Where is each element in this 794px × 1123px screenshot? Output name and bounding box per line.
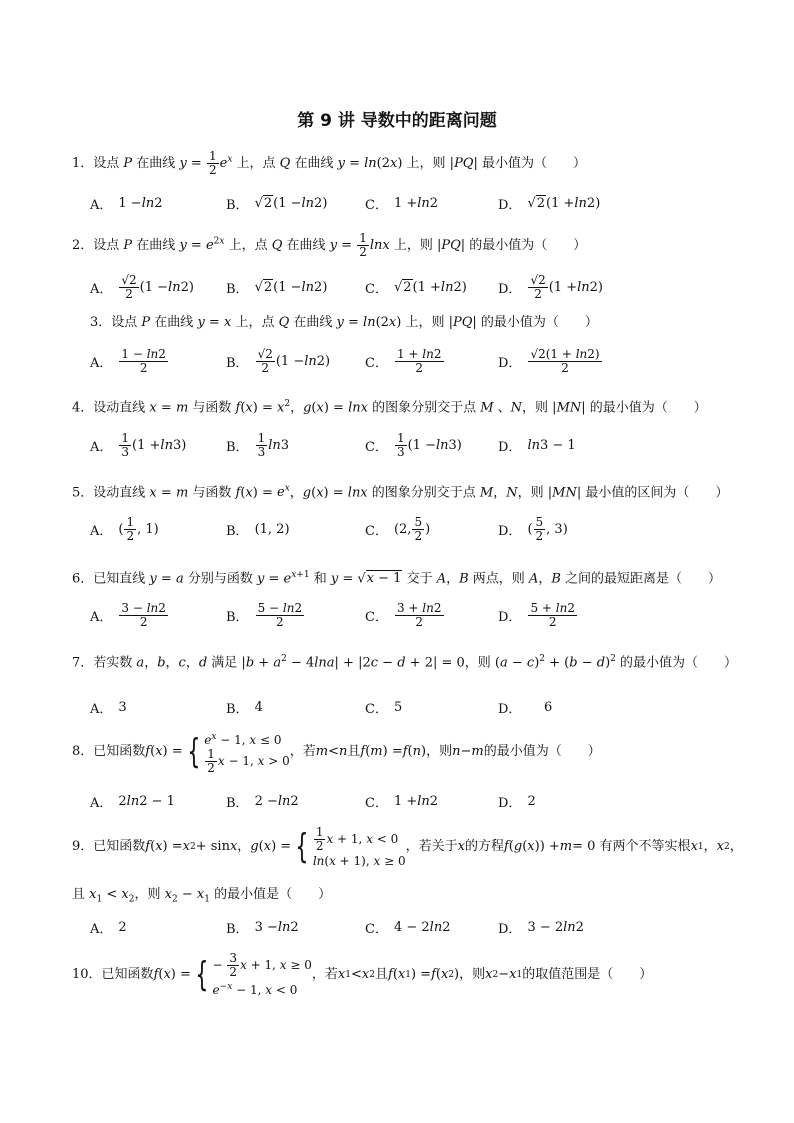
question-9-options [90, 910, 730, 944]
question-5: 5．设动直线 x = m 与函数 $f(x) = e^x$，g(x) = lnx 的图象分别交于点 M，N，则 |MN| 最小值的区间为（ ） [72, 484, 729, 501]
option-c[interactable]: C． $\frac{3 + \ln 2}{2}$ [365, 600, 442, 629]
option-c[interactable]: C． $\frac{1 + \ln 2}{2}$ [365, 346, 442, 375]
option-b[interactable]: B． √ 2 (1 − ln 2) [226, 279, 328, 297]
question-10: 10． 已知函数 f ( x ) = { − $\frac{3}{2}$ x + 1, x ≥ 0 $e^{-x} - 1$, x < 0 ，若 x 1 < x 2 且 f ( x 1 ) = f ( x 2 )，则 x 2 − x 1 的取值范围是（ ） [72, 951, 653, 997]
question-4-options [90, 428, 730, 462]
question-3-options [90, 344, 730, 378]
option-d[interactable]: D． $\frac{√2}{2}$ (1 + ln 2) [498, 272, 603, 301]
option-d[interactable]: D． 3 − 2 ln 2 [498, 919, 584, 937]
option-b[interactable]: B． $\frac{√2}{2}$ (1 − ln 2) [226, 346, 331, 375]
option-b[interactable]: B． √ 2 (1 − ln 2) [226, 195, 328, 213]
question-3: 3．设点 P 在曲线 y = x 上，点 Q 在曲线 y = ln(2x) 上，则 |PQ| 的最小值为（ ） [90, 315, 598, 330]
option-d[interactable]: D． 2 [498, 793, 536, 811]
option-b[interactable]: B． $\frac{5 - \ln 2}{2}$ [226, 600, 303, 629]
option-c[interactable]: C． 1 + ln 2 [365, 195, 439, 213]
option-c[interactable]: C． $\frac{1}{3}$ (1 − ln 3) [365, 430, 462, 459]
option-a[interactable]: A． 2 ln 2 − 1 [90, 793, 175, 811]
question-9: 9． 已知函数 f ( x ) = x 2 + sin x ， g ( x ) = { $\frac{1}{2}$ x + 1, x < 0 ln(x + 1), x ≥ 0 ，若关于 x 的方程 f ( g ( x )) + m = 0 有两个不等实根 x 1 ， x 2 ， [72, 824, 743, 868]
option-a[interactable]: A． 3 [90, 699, 127, 717]
option-c[interactable]: C． 1 + ln 2 [365, 793, 439, 811]
question-4: 4．设动直线 x = m 与函数 $f(x) = x^2$，g(x) = lnx 的图象分别交于点 M 、N，则 |MN| 的最小值为（ ） [72, 399, 707, 416]
piecewise-brace: { − $\frac{3}{2}$ x + 1, x ≥ 0 $e^{-x} - 1$, x < 0 [195, 951, 312, 997]
question-1-options [90, 186, 730, 220]
question-7-options [90, 690, 730, 724]
option-c[interactable]: C． 4 − 2 ln 2 [365, 919, 451, 937]
option-d[interactable]: D． √ 2 (1 + ln 2) [498, 195, 601, 213]
question-6-options [90, 598, 730, 632]
option-a[interactable]: A． 2 [90, 919, 127, 937]
option-d[interactable]: D． $\frac{5 + \ln 2}{2}$ [498, 600, 575, 629]
option-c[interactable]: C． √ 2 (1 + ln 2) [365, 279, 467, 297]
option-b[interactable]: B． $\frac{1}{3}$ ln 3 [226, 430, 290, 459]
question-8-options [90, 784, 730, 818]
question-7: 7．若实数 a，b，c，d 满足 $|b + a^2 - 4\ln a| + |2c - d + 2| = 0$，则 $(a - c)^2 + (b - d)^2$ 的最小值为（ ） [72, 654, 738, 671]
question-2: 2．设点 P 在曲线 $y = e^{2x}$ 上，点 Q 在曲线 y = $\frac{1}{2}$ lnx 上，则 |PQ| 的最小值为（ ） [72, 231, 587, 259]
option-d[interactable]: D． $\frac{√2(1 + \ln 2)}{2}$ [498, 346, 600, 375]
option-a[interactable]: A． $\frac{3 - \ln 2}{2}$ [90, 600, 166, 629]
option-d[interactable]: D． ( $\frac{5}{2}$ , 3) [498, 514, 568, 543]
page-title: 第 9 讲 导数中的距离问题 [297, 111, 497, 131]
option-a[interactable]: A． $\frac{1}{3}$ (1 + ln 3) [90, 430, 187, 459]
option-a[interactable]: A． 1 − ln 2 [90, 195, 163, 213]
question-2-options [90, 270, 730, 304]
option-c[interactable]: C． 5 [365, 699, 403, 717]
option-b[interactable]: B． 3 − ln 2 [226, 919, 299, 937]
option-c[interactable]: C． (2, $\frac{5}{2}$ ) [365, 514, 431, 543]
option-d[interactable]: D． ln 3 − 1 [498, 437, 576, 455]
question-5-options [90, 512, 730, 546]
option-d[interactable]: D． 6 [498, 699, 553, 717]
option-a[interactable]: A． $\frac{1 - \ln 2}{2}$ [90, 346, 166, 375]
option-b[interactable]: B． (1, 2) [226, 521, 290, 539]
piecewise-brace: { $e^x - 1$, x ≤ 0 $\frac{1}{2}$ x − 1, x > 0 [186, 732, 290, 775]
question-6: 6．已知直线 y = a 分别与函数 $y = e^{x+1}$ 和 y = √x − 1 交于 A，B 两点，则 A，B 之间的最短距离是（ ） [72, 570, 722, 587]
option-a[interactable]: A． ( $\frac{1}{2}$ , 1) [90, 514, 159, 543]
option-b[interactable]: B． 2 − ln 2 [226, 793, 299, 811]
question-1: 1．设点 P 在曲线 y = $\frac{1}{2}$ $e^x$ 上，点 Q 在曲线 y = ln(2x) 上，则 |PQ| 最小值为（ ） [72, 149, 586, 177]
option-a[interactable]: A． $\frac{√2}{2}$ (1 − ln 2) [90, 272, 194, 301]
piecewise-brace: { $\frac{1}{2}$ x + 1, x < 0 ln(x + 1), x ≥ 0 [295, 824, 406, 868]
question-9-continued: 且 $x_1 < x_2$，则 $x_2 - x_1$ 的最小值是（ ） [72, 887, 332, 905]
option-b[interactable]: B． 4 [226, 699, 263, 717]
question-8: 8． 已知函数 f ( x ) = { $e^x - 1$, x ≤ 0 $\frac{1}{2}$ x − 1, x > 0 ，若 m < n 且 f ( m ) = f ( n )，则 n − m 的最小值为（ ） [72, 730, 742, 774]
